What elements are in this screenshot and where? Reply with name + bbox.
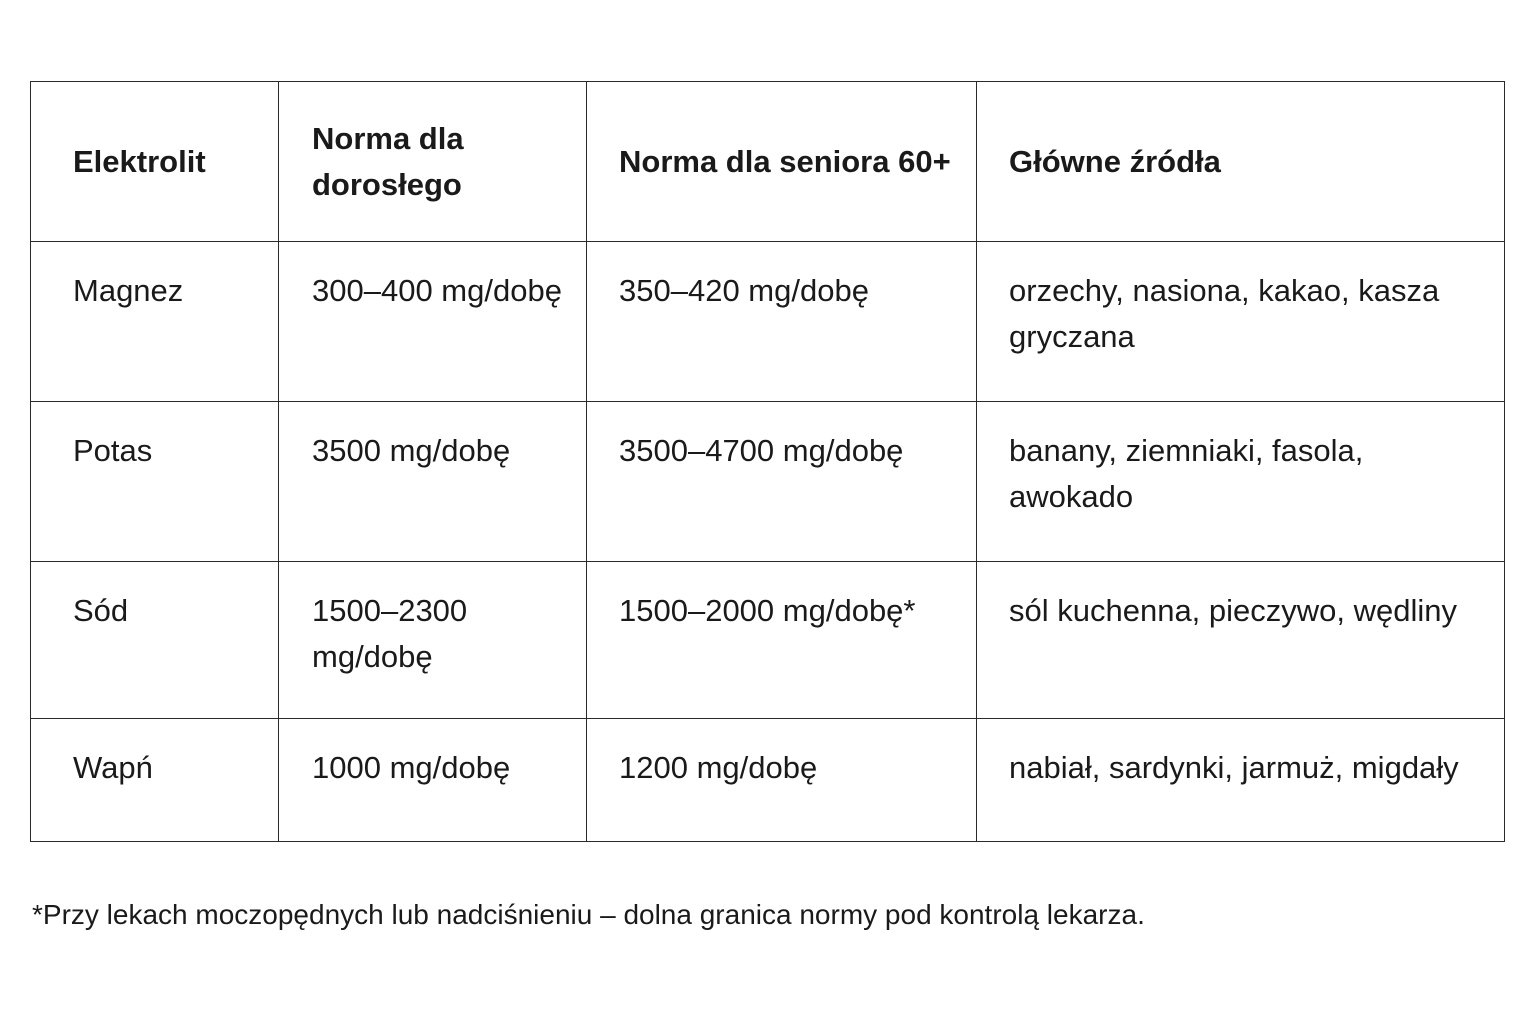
- electrolyte-norms-table: [30, 81, 1505, 842]
- table-header-row: [31, 82, 1505, 242]
- electrolyte-table-container: [30, 81, 1504, 842]
- header-senior-norm: Norma dla seniora 60+: [587, 82, 977, 242]
- cell-electrolyte: Sód: [31, 562, 279, 719]
- table-row: [31, 402, 1505, 562]
- cell-main-sources: nabiał, sardynki, jarmuż, migdały: [977, 719, 1505, 842]
- cell-adult-norm: 3500 mg/dobę: [279, 402, 587, 562]
- cell-senior-norm: 1500–2000 mg/dobę*: [587, 562, 977, 719]
- cell-electrolyte: Magnez: [31, 242, 279, 402]
- footnote: *Przy lekach moczopędnych lub nadciśnieniu – dolna granica normy pod kontrolą lekarza.: [32, 899, 1145, 930]
- cell-electrolyte: Potas: [31, 402, 279, 562]
- header-electrolyte: Elektrolit: [31, 82, 279, 242]
- table-row: [31, 562, 1505, 719]
- header-adult-norm: Norma dla dorosłego: [279, 82, 587, 242]
- cell-senior-norm: 350–420 mg/dobę: [587, 242, 977, 402]
- cell-senior-norm: 1200 mg/dobę: [587, 719, 977, 842]
- cell-senior-norm: 3500–4700 mg/dobę: [587, 402, 977, 562]
- table-row: [31, 719, 1505, 842]
- cell-main-sources: banany, ziemniaki, fasola, awokado: [977, 402, 1505, 562]
- table-row: [31, 242, 1505, 402]
- cell-adult-norm: 1500–2300 mg/dobę: [279, 562, 587, 719]
- cell-adult-norm: 1000 mg/dobę: [279, 719, 587, 842]
- cell-main-sources: sól kuchenna, pieczywo, wędliny: [977, 562, 1505, 719]
- cell-adult-norm: 300–400 mg/dobę: [279, 242, 587, 402]
- header-main-sources: Główne źródła: [977, 82, 1505, 242]
- cell-main-sources: orzechy, nasiona, kakao, kasza gryczana: [977, 242, 1505, 402]
- cell-electrolyte: Wapń: [31, 719, 279, 842]
